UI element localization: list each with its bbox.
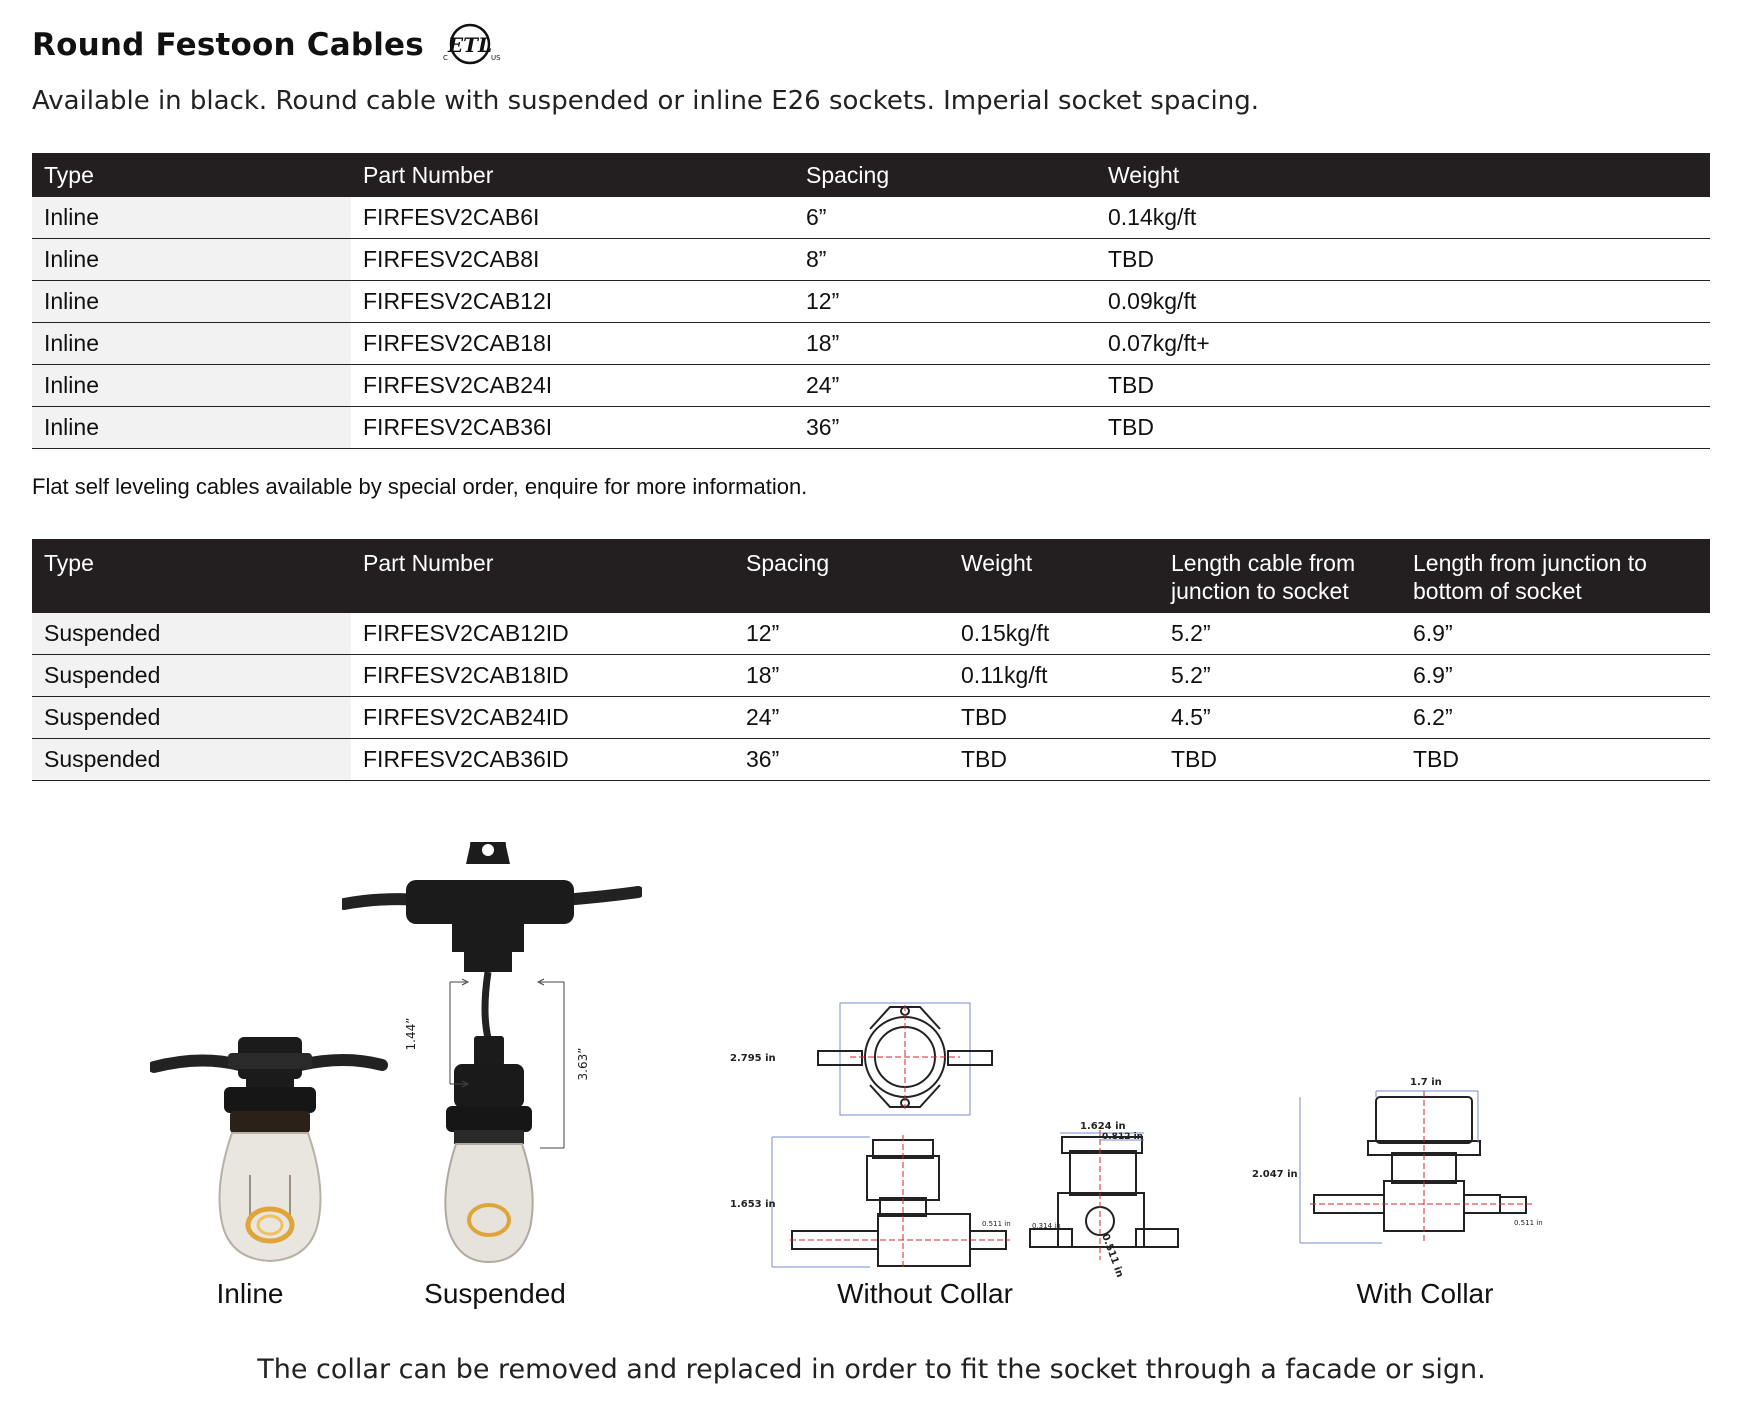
cell-spacing: 36”	[794, 407, 1096, 449]
cell-spacing: 18”	[734, 655, 949, 697]
table-row	[32, 281, 1710, 323]
table-row	[32, 239, 1710, 281]
table-header-row	[32, 153, 1710, 197]
column-header-type: Type	[32, 539, 351, 613]
cell-part-number: FIRFESV2CAB6I	[351, 197, 794, 239]
page-title: Round Festoon Cables	[32, 27, 424, 63]
cell-weight: 0.15kg/ft	[949, 613, 1159, 655]
cell-socket-length: 6.9”	[1401, 613, 1710, 655]
cell-socket-length: 6.2”	[1401, 697, 1710, 739]
table-header-row	[32, 539, 1710, 613]
suspended-bulb-illustration	[342, 842, 642, 1267]
cell-weight: TBD	[1096, 239, 1710, 281]
table-row	[32, 655, 1710, 697]
etl-listed-logo	[440, 22, 502, 68]
table-row	[32, 365, 1710, 407]
caption-with-collar: With Collar	[1356, 1278, 1494, 1309]
table-row	[32, 613, 1710, 655]
cell-weight: TBD	[1096, 407, 1710, 449]
cell-spacing: 24”	[794, 365, 1096, 407]
cell-weight: TBD	[1096, 365, 1710, 407]
column-header-spacing: Spacing	[794, 153, 1096, 197]
dimension-width-label: 1.624 in	[1080, 1121, 1126, 1132]
cell-type: Suspended	[32, 655, 351, 697]
cell-part-number: FIRFESV2CAB24I	[351, 365, 794, 407]
cell-type: Suspended	[32, 739, 351, 781]
cell-type: Suspended	[32, 697, 351, 739]
svg-text:C: C	[442, 54, 448, 62]
cell-weight: TBD	[949, 739, 1159, 781]
cell-type: Inline	[32, 197, 351, 239]
table-row	[32, 197, 1710, 239]
column-header-spacing: Spacing	[734, 539, 949, 613]
footer-note: The collar can be removed and replaced in order to fit the socket through a facade or sign.	[257, 1354, 1486, 1385]
cell-type: Suspended	[32, 613, 351, 655]
cell-type: Inline	[32, 281, 351, 323]
cell-spacing: 12”	[794, 281, 1096, 323]
column-header-weight: Weight	[949, 539, 1159, 613]
inline-cables-table	[32, 153, 1710, 449]
dimension-top-height-label: 2.795 in	[730, 1053, 776, 1064]
special-order-note: Flat self leveling cables available by special order, enquire for more information.	[32, 474, 808, 499]
caption-inline: Inline	[216, 1278, 284, 1309]
without-collar-drawing	[730, 985, 1270, 1285]
column-header-socket-length: Length from junction to bottom of socket	[1401, 539, 1710, 613]
dimension-collar-width-label: 1.7 in	[1410, 1077, 1442, 1088]
cell-weight: 0.11kg/ft	[949, 655, 1159, 697]
dimension-cable-label: 0.511 in	[982, 1220, 1011, 1228]
cell-part-number: FIRFESV2CAB24ID	[351, 697, 734, 739]
dimension-half-width-label: 0.812 in	[1102, 1132, 1144, 1142]
column-header-part-number: Part Number	[351, 153, 794, 197]
cell-spacing: 18”	[794, 323, 1096, 365]
cell-spacing: 24”	[734, 697, 949, 739]
cell-spacing: 8”	[794, 239, 1096, 281]
caption-suspended: Suspended	[424, 1278, 566, 1309]
with-collar-drawing	[1252, 1065, 1552, 1265]
dimension-collar-height-label: 2.047 in	[1252, 1169, 1298, 1180]
suspended-cables-table	[32, 539, 1710, 781]
dimension-collar-cable-label: 0.511 in	[1514, 1219, 1543, 1227]
cell-type: Inline	[32, 365, 351, 407]
cell-socket-length: TBD	[1401, 739, 1710, 781]
cell-weight: 0.14kg/ft	[1096, 197, 1710, 239]
column-header-cable-length: Length cable from junction to socket	[1159, 539, 1401, 613]
cell-spacing: 12”	[734, 613, 949, 655]
cell-cable-length: 5.2”	[1159, 655, 1401, 697]
table-row	[32, 323, 1710, 365]
caption-without-collar: Without Collar	[837, 1278, 1013, 1309]
dimension-small-label: 0.314 in	[1032, 1222, 1061, 1230]
dimension-height-label: 1.653 in	[730, 1199, 776, 1210]
svg-text:ETL: ETL	[447, 33, 493, 57]
cell-spacing: 6”	[794, 197, 1096, 239]
cell-part-number: FIRFESV2CAB36ID	[351, 739, 734, 781]
cell-part-number: FIRFESV2CAB18ID	[351, 655, 734, 697]
table-row	[32, 739, 1710, 781]
cell-socket-length: 6.9”	[1401, 655, 1710, 697]
dimension-bottom-label: 0.511 in	[1099, 1232, 1126, 1279]
cell-part-number: FIRFESV2CAB12ID	[351, 613, 734, 655]
cell-type: Inline	[32, 239, 351, 281]
cell-spacing: 36”	[734, 739, 949, 781]
cell-part-number: FIRFESV2CAB18I	[351, 323, 794, 365]
cell-weight: 0.09kg/ft	[1096, 281, 1710, 323]
cell-type: Inline	[32, 407, 351, 449]
dimension-overall-label: 3.63”	[576, 1047, 590, 1081]
cell-part-number: FIRFESV2CAB8I	[351, 239, 794, 281]
page-subtitle: Available in black. Round cable with suspended or inline E26 sockets. Imperial socket spacing.	[32, 86, 1260, 116]
cell-weight: 0.07kg/ft+	[1096, 323, 1710, 365]
cell-type: Inline	[32, 323, 351, 365]
cell-weight: TBD	[949, 697, 1159, 739]
cell-cable-length: 5.2”	[1159, 613, 1401, 655]
cell-cable-length: 4.5”	[1159, 697, 1401, 739]
column-header-part-number: Part Number	[351, 539, 734, 613]
column-header-weight: Weight	[1096, 153, 1710, 197]
table-row	[32, 407, 1710, 449]
column-header-type: Type	[32, 153, 351, 197]
cell-part-number: FIRFESV2CAB12I	[351, 281, 794, 323]
title-row	[32, 22, 502, 68]
cell-part-number: FIRFESV2CAB36I	[351, 407, 794, 449]
dimension-top-label: 1.44”	[404, 1017, 418, 1051]
svg-text:US: US	[490, 54, 501, 62]
table-row	[32, 697, 1710, 739]
cell-cable-length: TBD	[1159, 739, 1401, 781]
